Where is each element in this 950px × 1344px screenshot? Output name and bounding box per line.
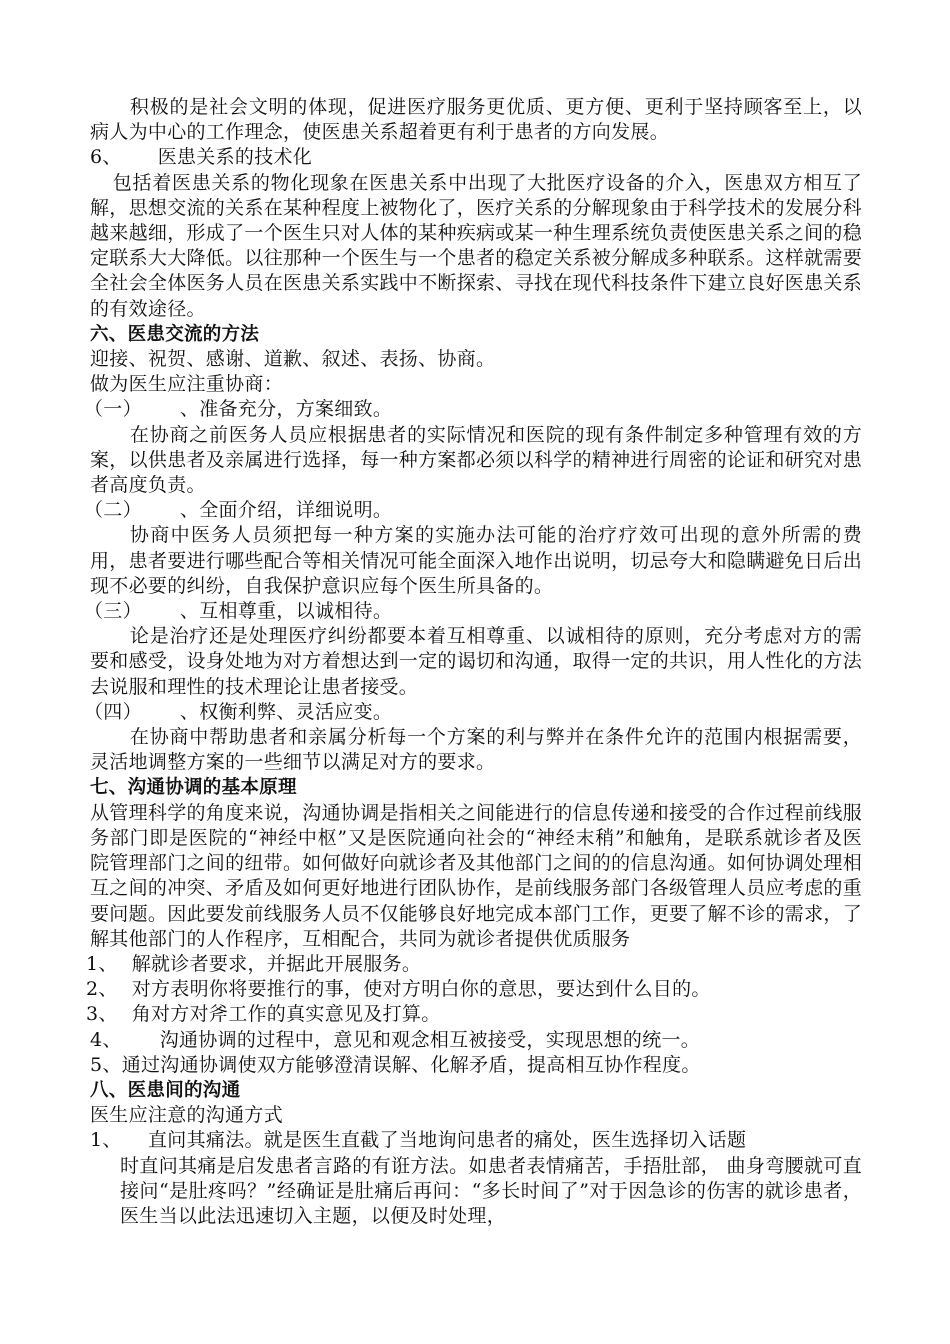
list-text: 沟通协调的过程中，意见和观念相互被接受，实现思想的统一。: [159, 1028, 701, 1051]
subsection-text: 、准备充分，方案细致。: [179, 398, 393, 421]
paragraph: 协商中医务人员须把每一种方案的实施办法可能的治疗疗效可出现的意外所需的费用，患者要进行哪些配合等相关情况可能全面深入地作出说明，切忌夸大和隐瞒避免日后出现不必要的纠纷，自我保护意识应每个医生所具备的。: [90, 524, 863, 597]
subsection-text: 、权衡利弊、灵活应变。: [179, 700, 393, 723]
subsection-heading: [84, 700, 862, 725]
subsection-number: （一）: [84, 398, 142, 421]
list-number: 3、: [86, 1003, 118, 1026]
list-item: [86, 977, 862, 1002]
list-text: 对方表明你将要推行的事，使对方明白你的意思，要达到什么目的。: [131, 978, 711, 1001]
subsection-heading: [84, 599, 862, 624]
paragraph: 医生应注意的沟通方式: [90, 1104, 284, 1127]
list-number: 6、: [90, 146, 122, 169]
paragraph: 论是治疗还是处理医疗纠纷都要本着互相尊重、以诚相待的原则，充分考虑对方的需要和感受，设身处地为对方着想达到一定的谒切和沟通，取得一定的共识，用人性化的方法去说服和理性的技术理论让患者接受。: [90, 625, 863, 698]
subsection-number: （二）: [84, 499, 142, 522]
section-heading: 八、医患间的沟通: [90, 1079, 241, 1101]
list-number: 2、: [86, 978, 118, 1001]
list-item: [90, 1028, 862, 1053]
paragraph: 从管理科学的角度来说，沟通协调是指相关之间能进行的信息传递和接受的合作过程前线服务部门即是医院的“神经中枢”又是医院通向社会的“神经末稍”和触角，是联系就诊者及医院管理部门之间的纽带。如何做好向就诊者及其他部门之间的的信息沟通。如何协调处理相互之间的冲突、矛盾及如何更好地进行团队协作，是前线服务部门各级管理人员应考虑的重要问题。因此要发前线服务人员不仅能够良好地完成本部门工作，更要了解不诊的需求，了解其他部门的人作程序，互相配合，共同为就诊者提供优质服务: [90, 801, 863, 950]
list-item: [90, 1128, 862, 1153]
list-text: 直问其痛法。就是医生直截了当地询问患者的痛处，医生选择切入话题: [148, 1129, 747, 1152]
subsection-heading: [84, 397, 862, 422]
list-number: 4、: [90, 1028, 122, 1051]
paragraph: 在协商之前医务人员应根据患者的实际情况和医院的现有条件制定多种管理有效的方案，以供患者及亲属进行选择，每一种方案都必须以科学的精神进行周密的论证和研究对患者高度负责。: [90, 423, 863, 497]
list-item: [86, 952, 862, 977]
document-body: [84, 95, 863, 1229]
section-heading: 七、沟通协调的基本原理: [90, 777, 297, 799]
paragraph: 做为医生应注重协商：: [90, 373, 284, 396]
subsection-number: （四）: [84, 700, 142, 723]
subsection-text: 、互相尊重，以诚相待。: [179, 600, 393, 623]
paragraph: 积极的是社会文明的体现，促进医疗服务更优质、更方便、更利于坚持顾客至上，以病人为中心的工作理念，使医患关系超着更有利于患者的方向发展。: [90, 96, 862, 144]
list-item: [86, 1002, 862, 1027]
paragraph: 包括着医患关系的物化现象在医患关系中出现了大批医疗设备的介入，医患双方相互了解，思想交流的关系在某种程度上被物化了，医疗关系的分解现象由于科学技术的发展分科越来越细，形成了一个医生只对人体的某种疾病或某一种生理系统负责使医患关系之间的稳定联系大大降低。以往那种一个医生与一个患者的稳定关系被分解成多种联系。这样就需要全社会全体医务人员在医患关系实践中不断探索、寻找在现代科技条件下建立良好医患关系的有效途径。: [90, 171, 863, 320]
paragraph: 在协商中帮助患者和亲属分析每一个方案的利与弊并在条件允许的范围内根据需要，灵活地调整方案的一些细节以满足对方的要求。: [90, 726, 862, 774]
list-text: 角对方对斧工作的真实意见及打算。: [131, 1003, 441, 1026]
subsection-heading: [84, 498, 862, 523]
subsection-number: （三）: [84, 600, 142, 623]
list-item: [90, 145, 862, 170]
list-text: 医患关系的技术化: [157, 146, 313, 169]
list-text-continued: 时直问其痛是启发患者言路的有诳方法。如患者表情痛苦，手捂肚部， 曲身弯腰就可直接问“是肚疼吗？”经确证是肚痛后再问：“多长时间了”对于因急诊的伤害的就诊患者，医生当以此法迅速切入主题，以便及时处理，: [120, 1154, 862, 1227]
section-heading: 六、医患交流的方法: [90, 323, 260, 345]
list-item: 5、通过沟通协调使双方能够澄清误解、化解矛盾，提高相互协作程度。: [90, 1053, 701, 1076]
list-text: 解就诊者要求，并据此开展服务。: [131, 952, 422, 975]
subsection-text: 、全面介绍，详细说明。: [179, 499, 393, 522]
list-number: 1、: [90, 1129, 122, 1152]
paragraph: 迎接、祝贺、感谢、道歉、叙述、表扬、协商。: [90, 348, 496, 371]
list-number: 1、: [86, 952, 118, 975]
